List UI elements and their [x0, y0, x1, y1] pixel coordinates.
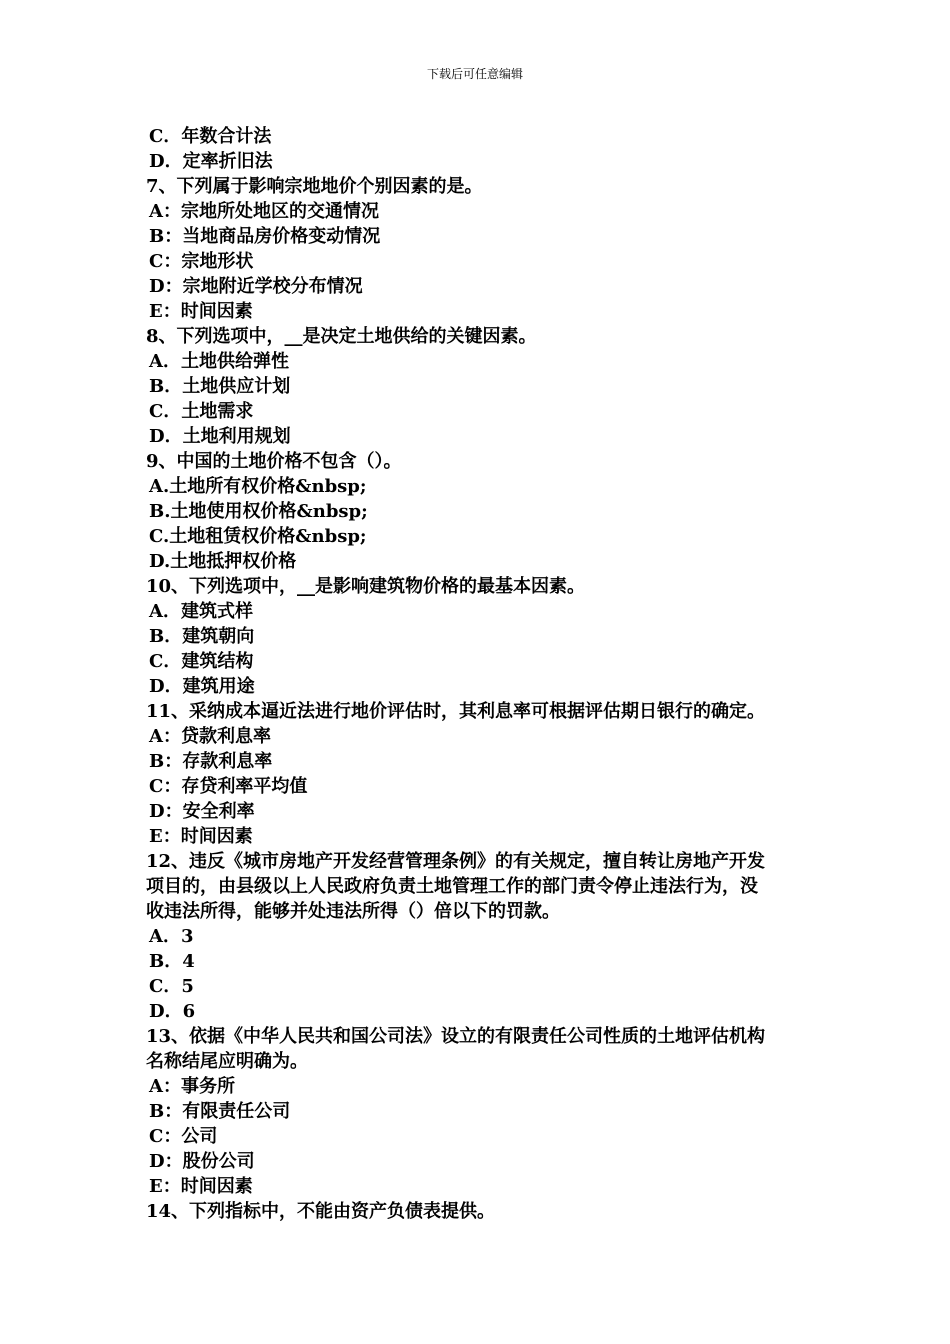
answer-option: D．土地利用规划 — [149, 426, 291, 447]
answer-option: A．3 — [149, 926, 194, 947]
answer-option: D．定率折旧法 — [149, 151, 273, 172]
page-header: 下载后可任意编辑 — [426, 67, 523, 81]
question-text: 收违法所得，能够并处违法所得（）倍以下的罚款。 — [146, 901, 560, 922]
answer-option: D．6 — [149, 1001, 196, 1022]
question-text: 10、下列选项中，__是影响建筑物价格的最基本因素。 — [146, 576, 586, 597]
question-text: 9、中国的土地价格不包含（）。 — [146, 451, 402, 472]
answer-option: C．5 — [149, 976, 194, 997]
answer-option: B：当地商品房价格变动情况 — [149, 226, 381, 247]
answer-option: C：宗地形状 — [149, 251, 254, 272]
question-text: 名称结尾应明确为。 — [146, 1051, 308, 1072]
answer-option: C.土地租赁权价格&nbsp; — [149, 526, 367, 547]
question-text: 12、违反《城市房地产开发经营管理条例》的有关规定，擅自转让房地产开发 — [146, 851, 766, 872]
answer-option: A．建筑式样 — [149, 601, 253, 622]
answer-option: E：时间因素 — [149, 301, 253, 322]
answer-option: D：宗地附近学校分布情况 — [149, 276, 363, 297]
answer-option: C．土地需求 — [149, 401, 254, 422]
answer-option: C：存贷利率平均值 — [149, 776, 308, 797]
answer-option: B.土地使用权价格&nbsp; — [149, 501, 368, 522]
answer-option: B．4 — [149, 951, 195, 972]
answer-option: A.土地所有权价格&nbsp; — [149, 476, 367, 497]
answer-option: D：安全利率 — [149, 801, 255, 822]
question-text: 11、采纳成本逼近法进行地价评估时，其利息率可根据评估期日银行的确定。 — [146, 701, 766, 722]
answer-option: A．土地供给弹性 — [149, 351, 289, 372]
question-text: 13、依据《中华人民共和国公司法》设立的有限责任公司性质的土地评估机构 — [146, 1026, 766, 1047]
answer-option: A：事务所 — [149, 1076, 235, 1097]
answer-option: A：贷款利息率 — [149, 726, 271, 747]
question-text: 7、下列属于影响宗地地价个别因素的是。 — [146, 176, 483, 197]
answer-option: D：股份公司 — [149, 1151, 255, 1172]
answer-option: B．建筑朝向 — [149, 626, 255, 647]
answer-option: D．建筑用途 — [149, 676, 255, 697]
answer-option: B：有限责任公司 — [149, 1101, 291, 1122]
answer-option: B：存款利息率 — [149, 751, 273, 772]
answer-option: A：宗地所处地区的交通情况 — [149, 201, 379, 222]
document-body — [146, 124, 816, 1224]
question-text: 项目的，由县级以上人民政府负责土地管理工作的部门责令停止违法行为，没 — [146, 876, 758, 897]
answer-option: C．建筑结构 — [149, 651, 254, 672]
question-text: 8、下列选项中，__是决定土地供给的关键因素。 — [146, 326, 537, 347]
answer-option: B．土地供应计划 — [149, 376, 291, 397]
answer-option: D.土地抵押权价格 — [149, 551, 297, 572]
question-text: 14、下列指标中，不能由资产负债表提供。 — [146, 1201, 496, 1222]
answer-option: E：时间因素 — [149, 826, 253, 847]
answer-option: C．年数合计法 — [149, 126, 272, 147]
answer-option: C：公司 — [149, 1126, 218, 1147]
answer-option: E：时间因素 — [149, 1176, 253, 1197]
